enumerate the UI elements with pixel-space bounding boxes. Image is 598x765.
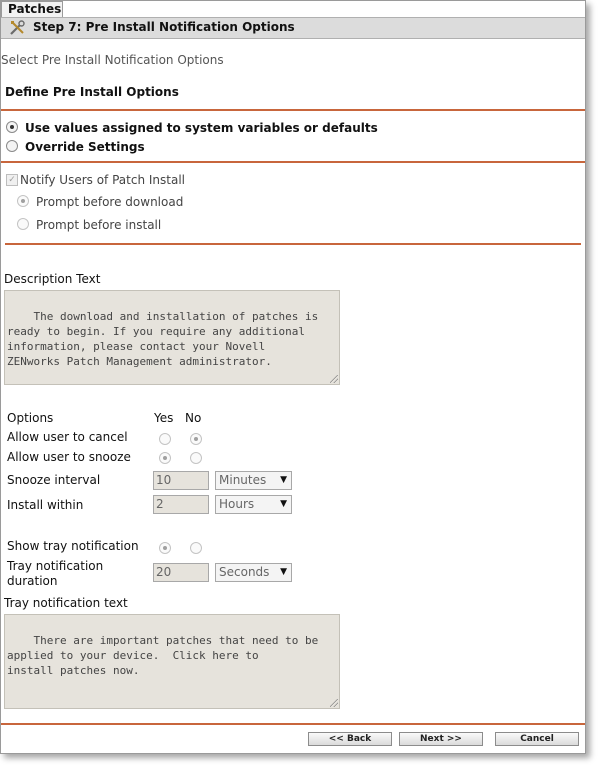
prompt-install-radio[interactable] <box>17 218 29 230</box>
divider <box>1 161 585 163</box>
dropdown-arrow-icon: ▼ <box>280 567 287 577</box>
divider <box>5 243 581 245</box>
divider <box>1 723 585 725</box>
page-subtitle: Select Pre Install Notification Options <box>1 53 224 67</box>
allow-cancel-no-radio[interactable] <box>190 433 202 445</box>
allow-snooze-no-radio[interactable] <box>190 452 202 464</box>
snooze-interval-unit-value: Minutes <box>219 473 267 487</box>
show-tray-label: Show tray notification <box>7 539 139 553</box>
tab-patches[interactable]: Patches <box>1 1 63 17</box>
override-settings-radio[interactable] <box>6 140 18 152</box>
prompt-download-radio[interactable] <box>17 195 29 207</box>
tray-text-label: Tray notification text <box>4 596 128 610</box>
allow-cancel-yes-radio[interactable] <box>159 433 171 445</box>
show-tray-no-radio[interactable] <box>190 542 202 554</box>
section-title: Define Pre Install Options <box>5 85 179 99</box>
description-text: The download and installation of patches is ready to begin. If you require any additional information, please contact your Novell ZENworks Patch Management administrator. <box>7 310 319 368</box>
step-header <box>1 17 585 39</box>
dropdown-arrow-icon: ▼ <box>280 499 287 509</box>
dropdown-arrow-icon: ▼ <box>280 475 287 485</box>
tray-duration-unit-value: Seconds <box>219 565 270 579</box>
resize-grip-icon[interactable] <box>330 375 338 383</box>
resize-grip-icon[interactable] <box>330 699 338 707</box>
install-within-unit-value: Hours <box>219 497 255 511</box>
description-label: Description Text <box>4 272 101 286</box>
snooze-interval-input[interactable]: 10 <box>153 471 209 490</box>
use-defaults-radio[interactable] <box>6 121 18 133</box>
description-textarea[interactable] <box>4 290 340 385</box>
install-within-input[interactable]: 2 <box>153 495 209 514</box>
tray-duration-input[interactable]: 20 <box>153 563 209 582</box>
step-title: Step 7: Pre Install Notification Options <box>33 20 295 34</box>
back-button[interactable]: << Back <box>308 732 392 746</box>
install-within-label: Install within <box>7 498 84 512</box>
prompt-install-label: Prompt before install <box>36 218 162 232</box>
allow-snooze-yes-radio[interactable] <box>159 452 171 464</box>
allow-snooze-label: Allow user to snooze <box>7 450 131 464</box>
wrench-screwdriver-icon <box>9 20 27 36</box>
cancel-button[interactable]: Cancel <box>495 732 579 746</box>
notify-users-checkbox[interactable]: ✓ <box>6 174 18 186</box>
notify-users-label: Notify Users of Patch Install <box>20 173 185 187</box>
install-within-unit-select[interactable] <box>215 495 292 514</box>
prompt-download-label: Prompt before download <box>36 195 184 209</box>
tray-duration-label-line1: Tray notification <box>7 559 104 573</box>
show-tray-yes-radio[interactable] <box>159 542 171 554</box>
options-header: Options <box>7 411 54 425</box>
use-defaults-label: Use values assigned to system variables or defaults <box>25 121 378 135</box>
next-button[interactable]: Next >> <box>399 732 483 746</box>
snooze-interval-label: Snooze interval <box>7 473 101 487</box>
tray-text-textarea[interactable] <box>4 614 340 709</box>
snooze-interval-unit-select[interactable] <box>215 471 292 490</box>
divider <box>1 109 585 111</box>
tray-duration-label-line2: duration <box>7 574 58 588</box>
allow-cancel-label: Allow user to cancel <box>7 430 128 444</box>
yes-column-header: Yes <box>154 411 174 425</box>
tray-text-value: There are important patches that need to be applied to your device. Click here to install patches now. <box>7 634 319 677</box>
tray-duration-unit-select[interactable] <box>215 563 292 582</box>
override-settings-label: Override Settings <box>25 140 145 154</box>
no-column-header: No <box>185 411 202 425</box>
